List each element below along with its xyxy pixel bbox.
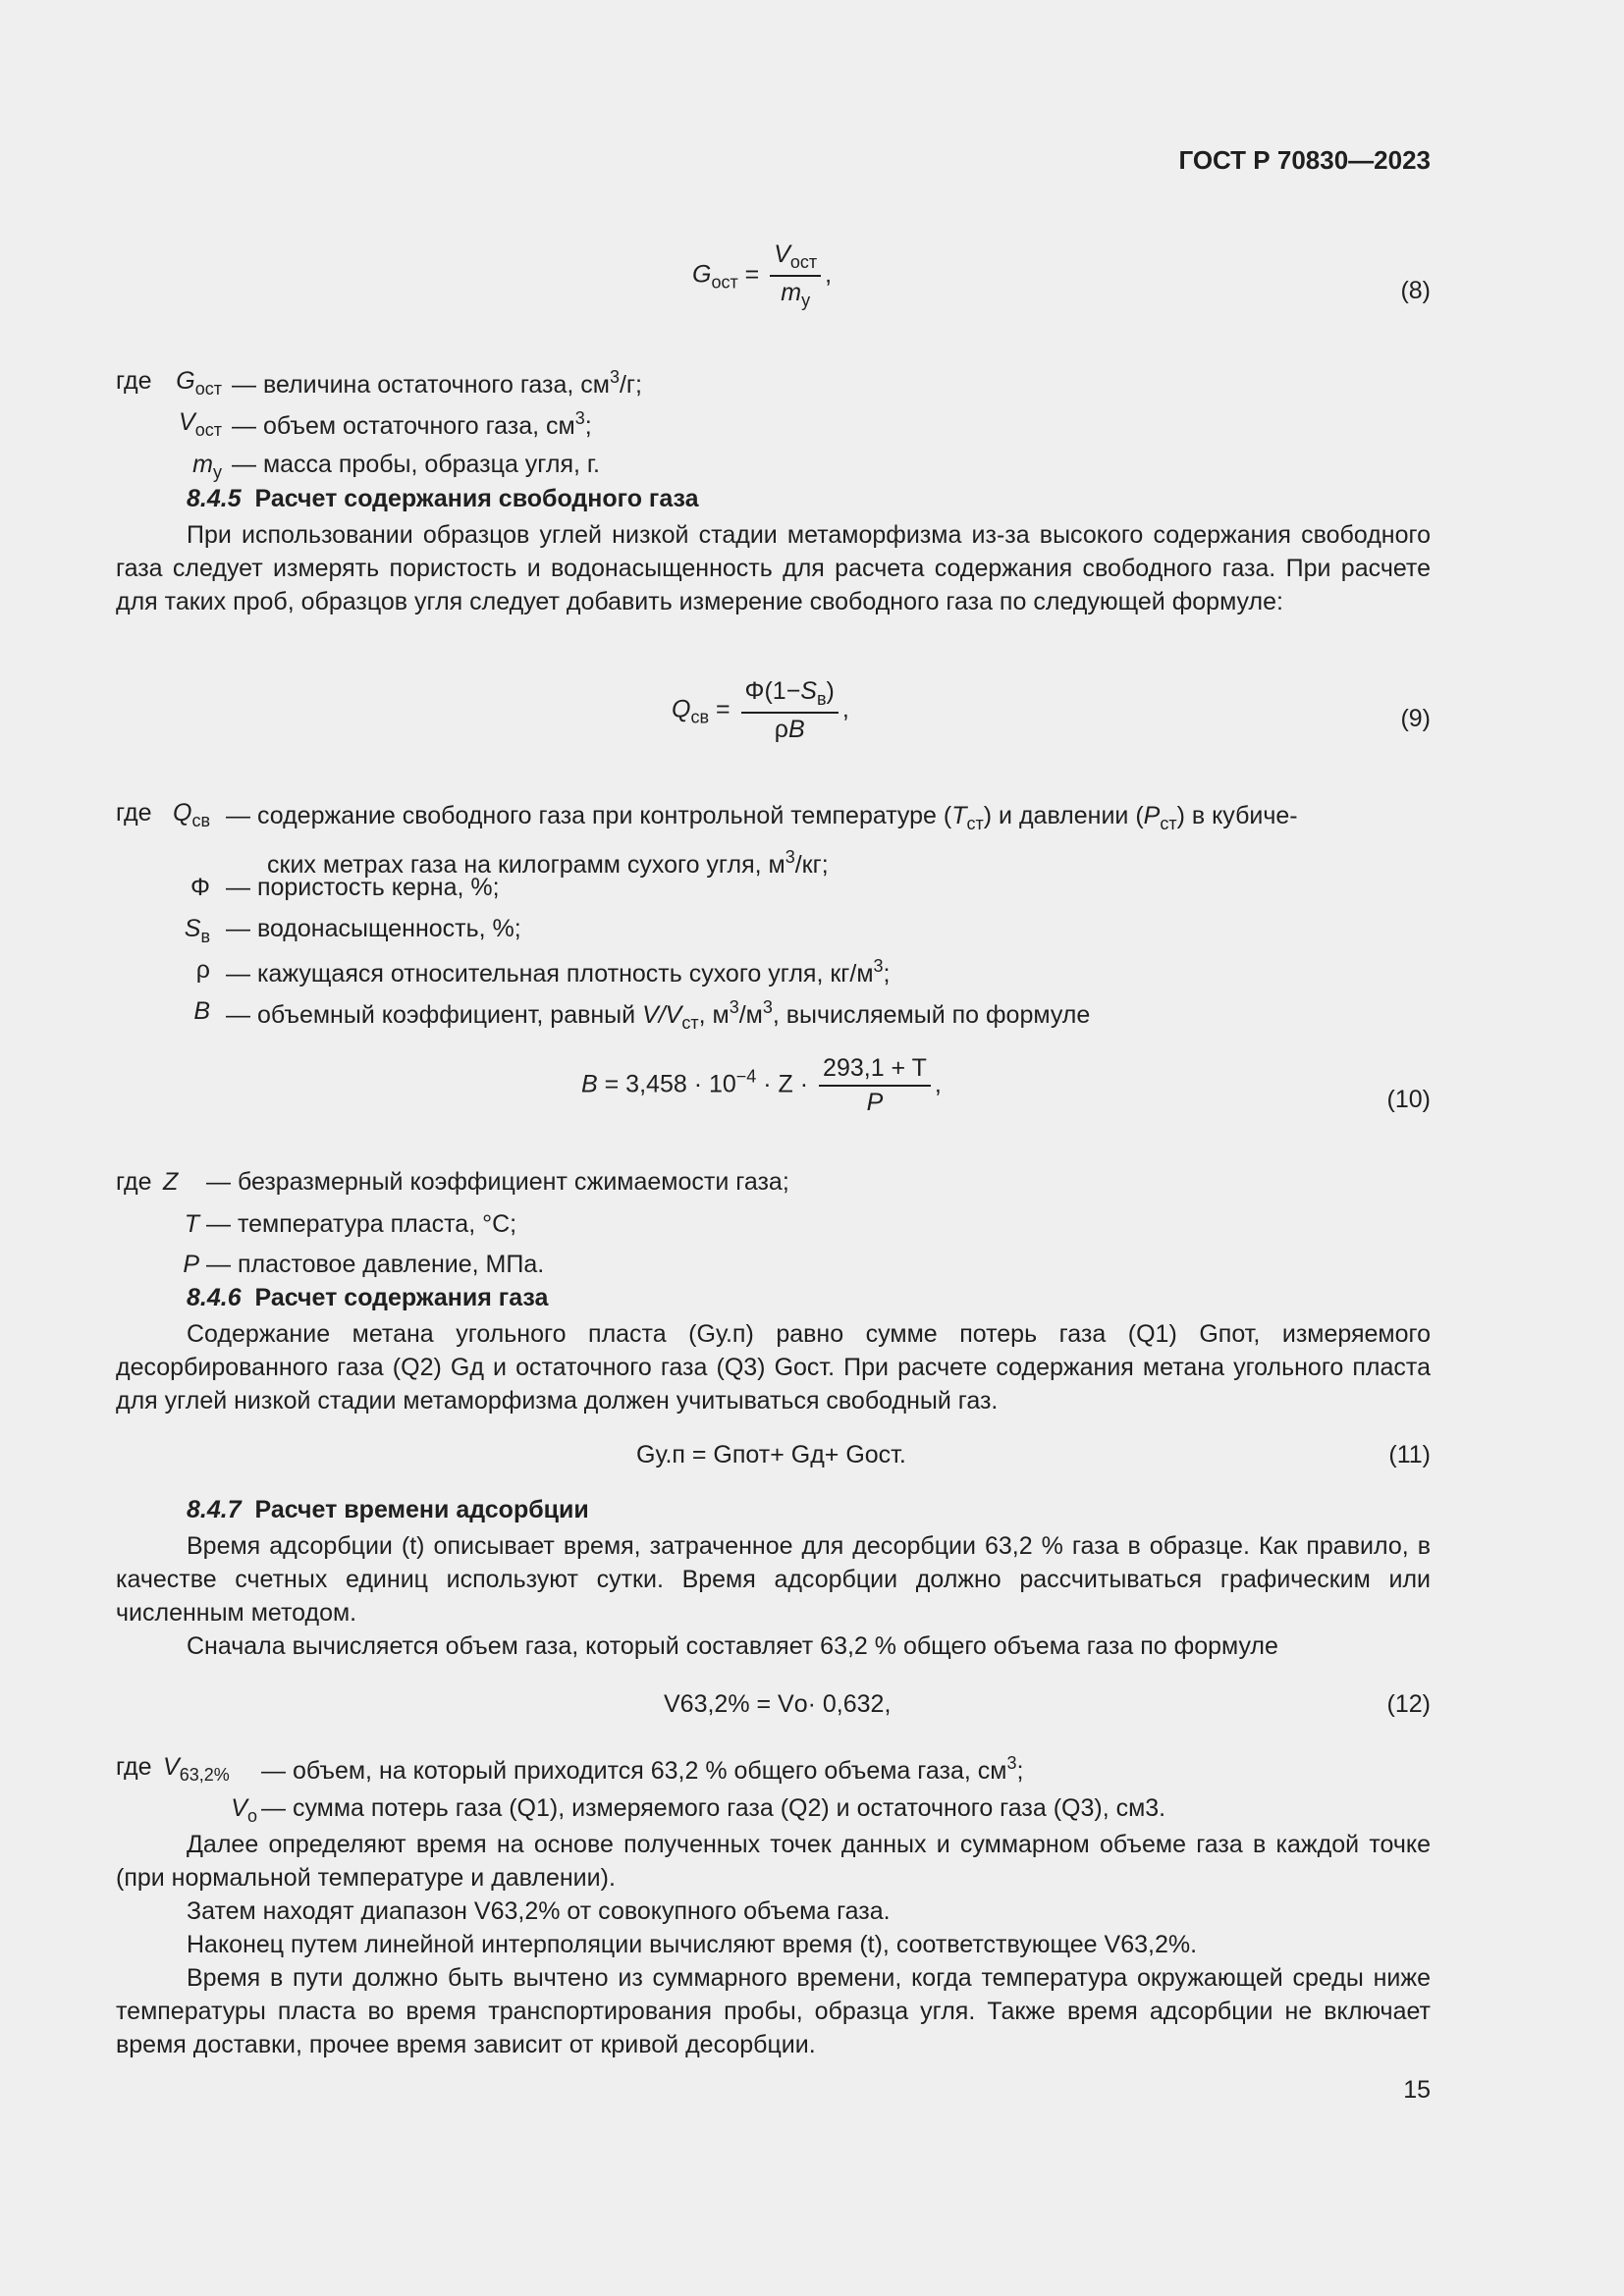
where-9-s-symbol: $S_в$ [184, 915, 210, 946]
where-8-v-symbol: $V_{ост}$ [179, 408, 222, 440]
tail-paragraph-1: Далее определяют время на основе полученных точек данных и суммарном объеме газа в каждой точке (при нормальной температуре и давлении). [116, 1831, 1431, 1892]
eq8-num-sub: ост [789, 252, 818, 272]
equation-12-number: (12) [1386, 1690, 1431, 1718]
where-12-lead: где [116, 1753, 152, 1781]
section-8-4-6-paragraph: Содержание метана угольного пласта (Gу.п) равно сумме потерь газа (Q1) Gпот, измеряемого десорбированного газа (Q2) Gд и остаточного газа (Q3) Gост. При расчете содержания метана угольного пласта для углей низкой стадии метаморфизма должен учитываться свободный газ. [116, 1320, 1431, 1415]
tail-paragraph-4: Время в пути должно быть вычтено из суммарного времени, когда температура окружающей среды ниже температуры пласта во время транспортирования пробы, образца угля. Также время адсорбции не включает время доставки, прочее время зависит от кривой десорбции. [116, 1964, 1431, 2058]
where-9-phi-desc: — пористость керна, %; [226, 874, 500, 901]
page-number: 15 [1403, 2076, 1431, 2104]
where-9-rho-symbol: ρ [195, 956, 210, 984]
section-8-4-7-paragraph-2: Сначала вычисляется объем газа, который составляет 63,2 % общего объема газа по формуле [187, 1632, 1278, 1660]
eq10-fraction: $\frac{293,1 + T}{P}$ [819, 1054, 931, 1117]
equation-12: V63,2% = Vо· 0,632, [664, 1690, 892, 1718]
equation-11-number: (11) [1388, 1441, 1431, 1468]
where-10-p-desc: — пластовое давление, МПа. [206, 1251, 545, 1278]
equation-8-number: (8) [1400, 277, 1431, 304]
where-12-v2-symbol: $V_о$ [231, 1794, 257, 1826]
eq8-fraction [770, 240, 821, 311]
equation-11: Gу.п = Gпот+ Gд+ Gост. [636, 1441, 906, 1468]
where-8-m-symbol: $m_у$ [192, 451, 222, 482]
where-10-t-symbol: T [184, 1210, 199, 1238]
equation-8: $G_{ост}$ = $\frac{V_{ост}}{m_у}$ , [692, 240, 833, 310]
where-9-phi-symbol: Φ [190, 874, 210, 901]
where-9-b-desc: — объемный коэффициент, равный $V/V_{ст}$, $м^3/м^3$, вычисляемый по формуле [226, 997, 1091, 1033]
where-10-lead: где [116, 1168, 152, 1196]
where-12-v1-desc: — объем, на который приходится 63,2 % общего объема газа, $см^3$; [261, 1753, 1024, 1785]
where-9-b-symbol: B [193, 997, 210, 1025]
equation-10-number: (10) [1386, 1086, 1431, 1113]
where-12-v2-desc: — сумма потерь газа (Q1), измеряемого газа (Q2) и остаточного газа (Q3), см3. [261, 1794, 1166, 1822]
section-8-4-5-heading: 8.4.5 Расчет содержания свободного газа [187, 485, 699, 512]
section-8-4-7-paragraph-1: Время адсорбции (t) описывает время, затраченное для десорбции 63,2 % газа в образце. Как правило, в качестве счетных единиц используют сутки. Время адсорбции должно рассчитываться графическим или численным методом. [116, 1532, 1431, 1627]
tail-paragraph-3: Наконец путем линейной интерполяции вычисляют время (t), соответствующее V63,2%. [187, 1931, 1198, 1958]
eq8-lhs-sub: ост [711, 272, 738, 293]
eq8-den-sub: у [801, 291, 811, 310]
where-9-q-desc: — содержание свободного газа при контрольной температуре $(T_{ст})$ и давлении $(P_{ст})$ в кубиче- ских метрах газа на килограмм сухого угля, $м^3/кг$; [226, 802, 1298, 879]
section-8-4-7-heading: 8.4.7 Расчет времени адсорбции [187, 1496, 589, 1523]
where-10-z-desc: — безразмерный коэффициент сжимаемости газа; [206, 1168, 789, 1196]
where-10-t-desc: — температура пласта, °C; [206, 1210, 517, 1238]
eq8-num: V [774, 240, 790, 268]
where-10-z-symbol: Z [163, 1168, 179, 1196]
eq8-den: m [781, 279, 802, 306]
where-9-s-desc: — водонасыщенность, %; [226, 915, 521, 942]
equation-9: $Q_{св}$ = $\frac{\Phi(1-S_в)}{\rho B}$ , [672, 677, 849, 743]
where-10-p-symbol: P [183, 1251, 199, 1278]
where-8-v-desc: — объем остаточного газа, $см^3$; [232, 408, 592, 440]
where-12-v1-symbol: $V_{63,2\%}$ [163, 1753, 230, 1785]
where-8-g-symbol: $G_{ост}$ [176, 367, 222, 399]
where-8-m-desc: — масса пробы, образца угля, г. [232, 451, 600, 478]
tail-paragraph-2: Затем находят диапазон V63,2% от совокупного объема газа. [187, 1897, 891, 1925]
equation-9-number: (9) [1400, 705, 1431, 732]
eq8-lhs: G [692, 260, 712, 289]
section-8-4-6-heading: 8.4.6 Расчет содержания газа [187, 1284, 549, 1311]
where-8-g-desc: — величина остаточного газа, $см^3/г$; [232, 367, 642, 399]
where-9-rho-desc: — кажущаяся относительная плотность сухого угля, $кг/м^3$; [226, 956, 891, 988]
eq9-fraction: $\frac{\Phi(1-S_в)}{\rho B}$ [741, 677, 839, 744]
where-9-lead: где [116, 799, 152, 827]
section-8-4-5-paragraph: При использовании образцов углей низкой стадии метаморфизма из-за высокого содержания свободного газа следует измерять пористость и водонасыщенность для расчета содержания свободного газа. При расчете для таких проб, образцов угля следует добавить измерение свободного газа по следующей формуле: [116, 521, 1431, 615]
where-9-q-symbol: $Q_{св}$ [172, 799, 210, 830]
where-8-lead: где [116, 367, 152, 395]
equation-10: $B = 3,458 \cdot 10^{-4} \cdot Z$ · $\frac{293,1 + T}{P}$ , [581, 1054, 942, 1116]
document-header-code: ГОСТ Р 70830—2023 [1178, 145, 1431, 175]
